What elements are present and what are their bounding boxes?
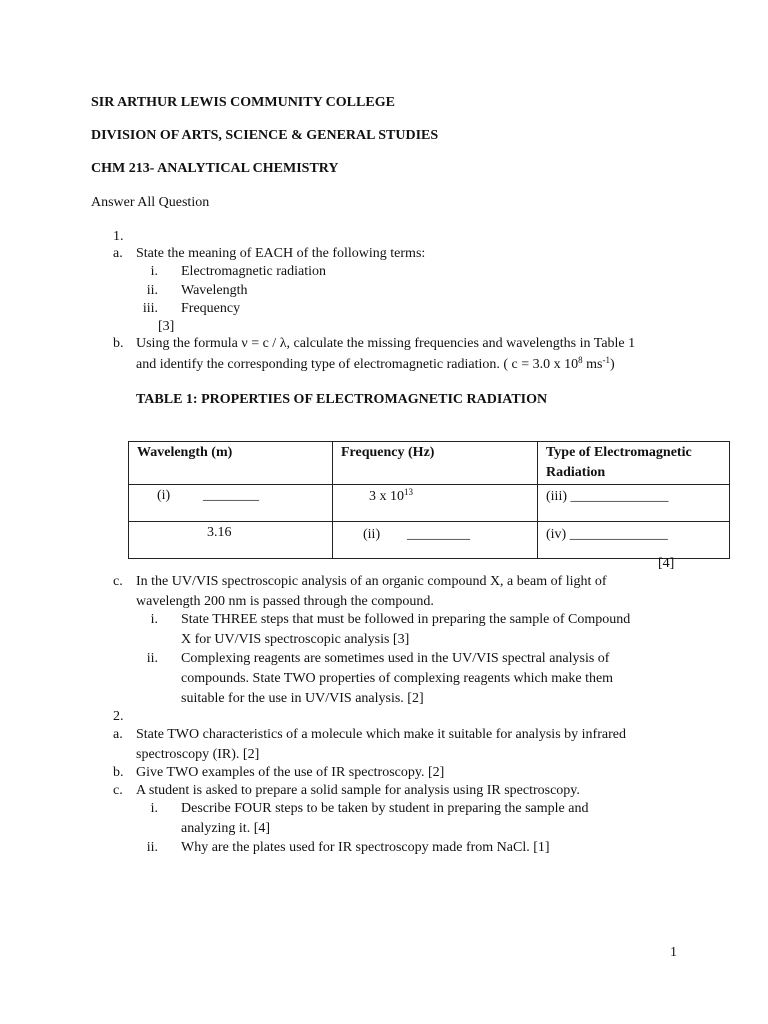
cell-wavelength [129, 522, 333, 559]
frequency-value: 3 x $10^{13}$ [369, 487, 413, 504]
q2c-i-num: i. [150, 801, 158, 816]
q1c-line1: In the UV/VIS spectroscopic analysis of an organic compound X, a beam of light of [136, 574, 607, 589]
table-marks: [4] [658, 556, 675, 571]
properties-table [128, 441, 730, 559]
cell-type [538, 522, 730, 559]
division-name: DIVISION OF ARTS, SCIENCE & GENERAL STUDIES [91, 128, 439, 143]
q1c-i-num: i. [150, 612, 158, 627]
answer-blank: ________ [203, 488, 259, 503]
q2b-label: b. [113, 765, 124, 780]
q1b-label: b. [113, 336, 124, 351]
q2c-label: c. [113, 783, 123, 798]
course-title: CHM 213- ANALYTICAL CHEMISTRY [91, 161, 339, 176]
q1c-ii-line: suitable for the use in UV/VIS analysis. [2] [181, 691, 424, 706]
cell-frequency [333, 485, 538, 522]
q1c-i-line: State THREE steps that must be followed in preparing the sample of Compound [181, 612, 631, 627]
q1a-item-num: iii. [142, 301, 158, 316]
q1a-marks: [3] [158, 319, 175, 334]
table-row [129, 522, 730, 559]
table-title: TABLE 1: PROPERTIES OF ELECTROMAGNETIC RADIATION [136, 392, 548, 407]
q2c-i-line: analyzing it. [4] [181, 821, 271, 836]
answer-blank: (iv) ______________ [546, 527, 668, 542]
wavelength-value: 3.16 [207, 525, 232, 540]
q1c-i-line: X for UV/VIS spectroscopic analysis [3] [181, 632, 410, 647]
answer-blank: _________ [407, 527, 470, 542]
item-label: (ii) [363, 527, 381, 542]
page-number: 1 [670, 945, 677, 960]
q2-number: 2. [113, 709, 124, 724]
q1c-label: c. [113, 574, 123, 589]
q1a-label: a. [113, 246, 123, 261]
q2a-line: State TWO characteristics of a molecule which make it suitable for analysis by infrared [136, 727, 626, 742]
q1a-item-text: Electromagnetic radiation [181, 264, 326, 279]
q1a-item-num: ii. [146, 283, 158, 298]
instruction: Answer All Question [91, 195, 210, 210]
q1c-ii-num: ii. [146, 651, 158, 666]
answer-blank: (iii) ______________ [546, 489, 669, 504]
q1a-item-text: Wavelength [181, 283, 248, 298]
q1a-item-text: Frequency [181, 301, 241, 316]
q1c-line2: wavelength 200 nm is passed through the compound. [136, 594, 434, 609]
table-row [129, 485, 730, 522]
q1c-ii-line: compounds. State TWO properties of complexing reagents which make them [181, 671, 614, 686]
col-header-wavelength: Wavelength (m) [129, 442, 333, 485]
cell-frequency [333, 522, 538, 559]
q2b-text: Give TWO examples of the use of IR spectroscopy. [2] [136, 765, 445, 780]
q1a-text: State the meaning of EACH of the following terms: [136, 246, 426, 261]
q1c-ii-line: Complexing reagents are sometimes used in the UV/VIS spectral analysis of [181, 651, 610, 666]
q2c-ii-num: ii. [146, 840, 158, 855]
cell-type [538, 485, 730, 522]
q2c-ii-text: Why are the plates used for IR spectroscopy made from NaCl. [1] [181, 840, 550, 855]
q1b-line1: Using the formula ν = c / λ, calculate the missing frequencies and wavelengths in Table 1 [136, 336, 636, 351]
q1b-line2: and identify the corresponding type of electromagnetic radiation. ( c = 3.0 x $10^8$ $ms^{-1}$) [136, 355, 615, 372]
q2c-i-line: Describe FOUR steps to be taken by student in preparing the sample and [181, 801, 589, 816]
q1-number: 1. [113, 229, 124, 244]
q2c-text: A student is asked to prepare a solid sample for analysis using IR spectroscopy. [136, 783, 580, 798]
q2a-line: spectroscopy (IR). [2] [136, 747, 260, 762]
q1a-item-num: i. [150, 264, 158, 279]
item-label: (i) [157, 488, 171, 503]
col-header-type: Type of Electromagnetic Radiation [538, 442, 730, 485]
college-name: SIR ARTHUR LEWIS COMMUNITY COLLEGE [91, 95, 395, 110]
col-header-frequency: Frequency (Hz) [333, 442, 538, 485]
q2a-label: a. [113, 727, 123, 742]
cell-wavelength [129, 485, 333, 522]
